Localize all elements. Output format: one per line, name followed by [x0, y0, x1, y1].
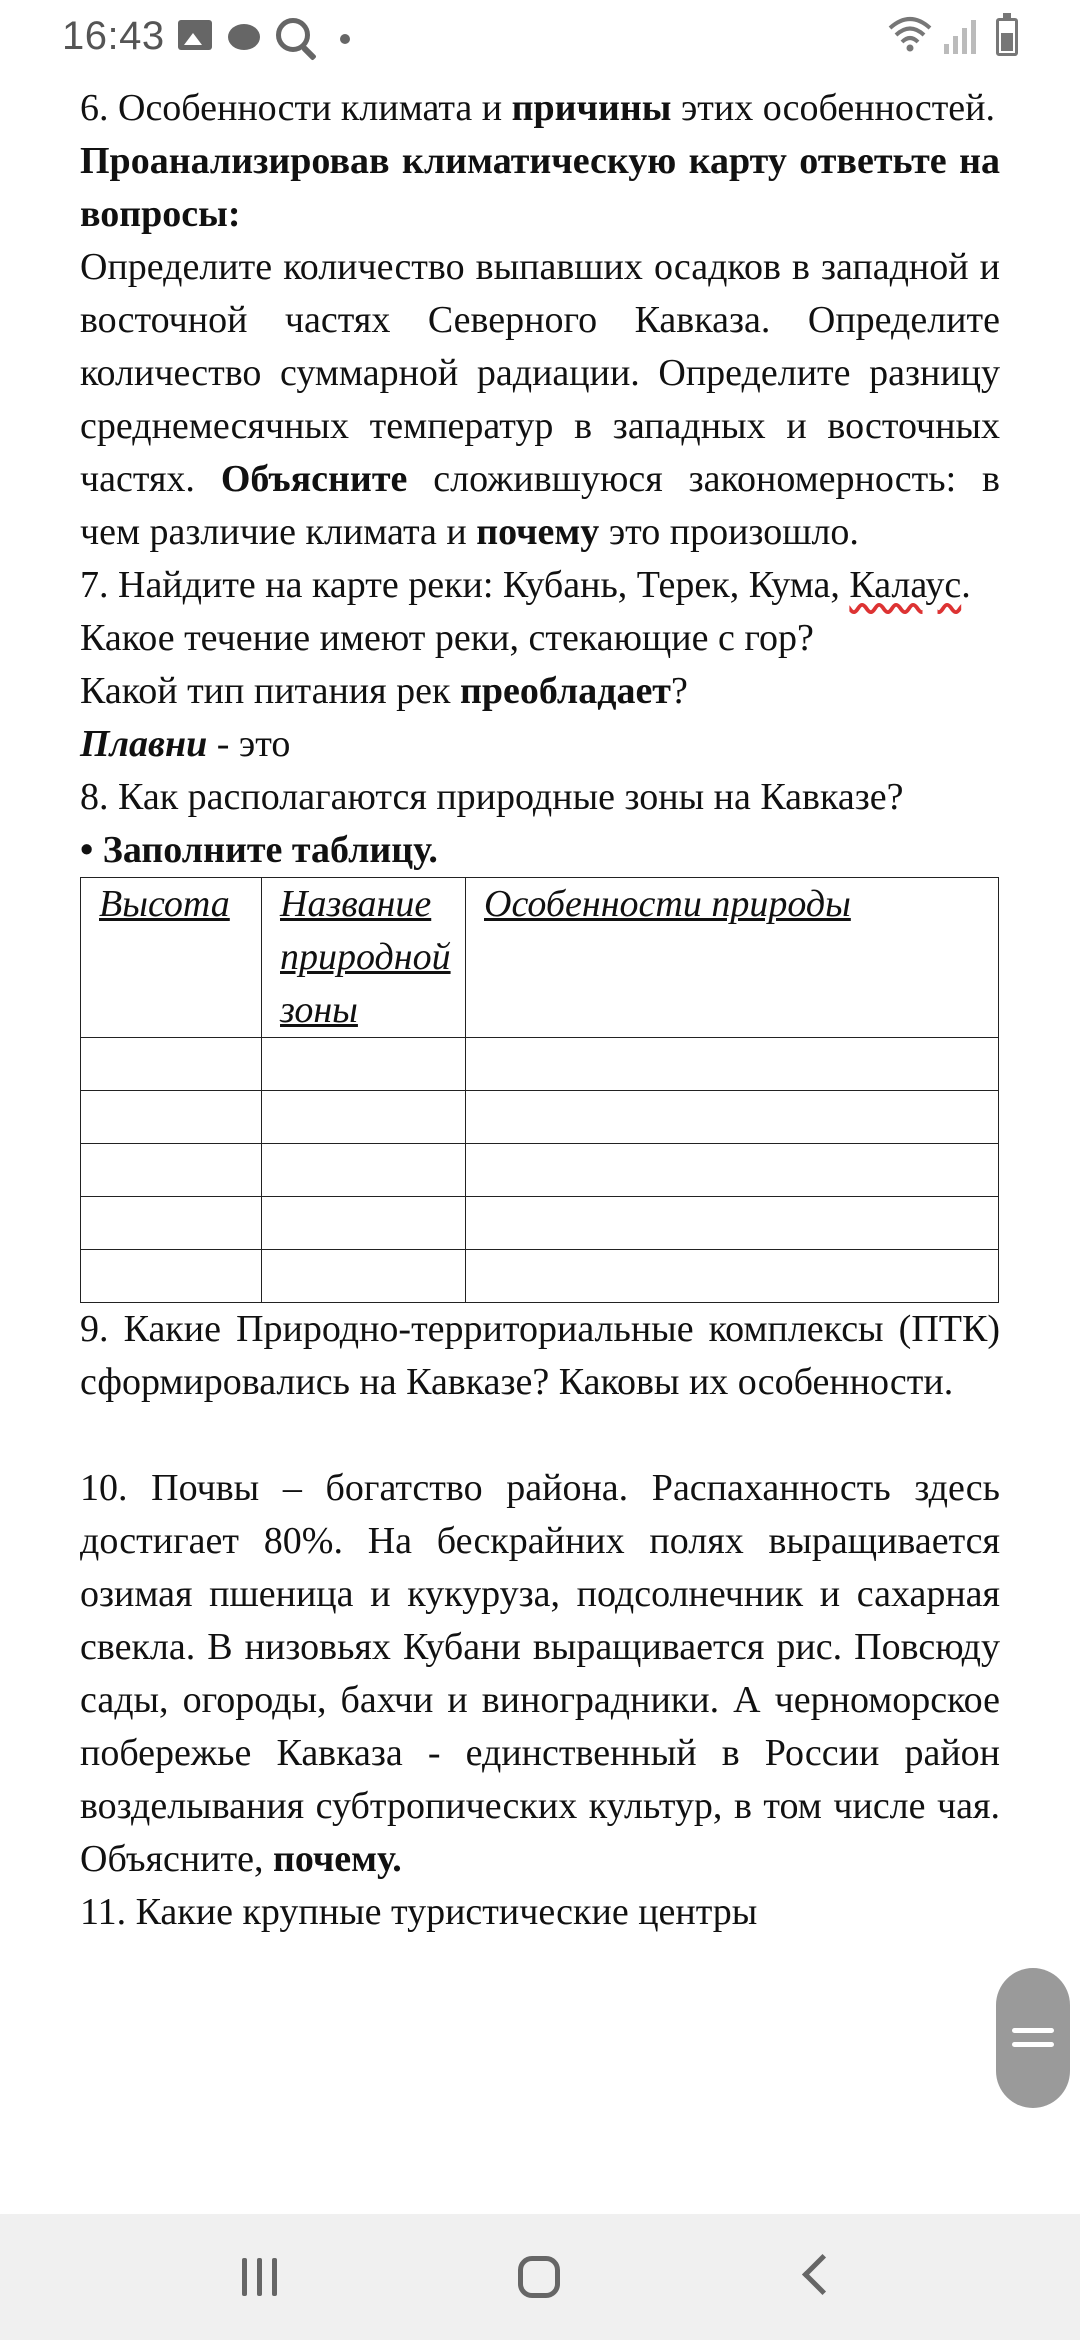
- header-height: Высота: [81, 878, 262, 1038]
- question-8: 8. Как располагаются природные зоны на Кавказе?: [80, 776, 904, 818]
- gallery-icon: [178, 20, 212, 50]
- plavni-line: Плавни - это: [80, 723, 291, 765]
- table-row: [81, 1250, 999, 1303]
- back-button[interactable]: [802, 2254, 843, 2295]
- home-button[interactable]: [518, 2256, 560, 2298]
- chat-icon: [228, 24, 260, 50]
- question-7: 7. Найдите на карте реки: Кубань, Терек, Кума, Калаус.: [80, 564, 971, 606]
- question-6: 6. Особенности климата и причины этих особенностей.: [80, 87, 996, 129]
- header-zone-name: Название природной зоны: [262, 878, 466, 1038]
- analyze-heading: Проанализировав климатическую карту ответьте на вопросы:: [80, 140, 1000, 235]
- document-page: [80, 82, 1000, 1939]
- question-7-line2: Какое течение имеют реки, стекающие с гор?: [80, 617, 814, 659]
- question-10: 10. Почвы – богатство района. Распаханность здесь достигает 80%. На бескрайних полях выращивается озимая пшеница и кукуруза, подсолнечник и сахарная свекла. В низовьях Кубани выращивается рис. Повсюду сады, огороды, бахчи и виноградники. А черноморское побережье Кавказа - единственный в России район возделывания субтропических культур, в том числе чая. Объясните, почему.: [80, 1467, 1000, 1880]
- table-header-row: [81, 878, 999, 1038]
- battery-icon: [996, 18, 1018, 56]
- signal-icon: [942, 16, 976, 56]
- scroll-handle[interactable]: [996, 1968, 1070, 2108]
- status-bar: [0, 0, 1080, 78]
- recent-apps-button[interactable]: [240, 2258, 280, 2298]
- question-11: 11. Какие крупные туристические центры: [80, 1891, 758, 1933]
- table-row: [81, 1091, 999, 1144]
- spellcheck-word: Калаус: [849, 564, 962, 606]
- table-row: [81, 1197, 999, 1250]
- navigation-bar: [0, 2214, 1080, 2340]
- zones-table: [80, 877, 999, 1303]
- question-7-line3: Какой тип питания рек преобладает?: [80, 670, 688, 712]
- question-6-text: Определите количество выпавших осадков в западной и восточной частях Северного Кавказа. Определите количество суммарной радиации. Определите разницу среднемесячных температур в западных и восточных частях. Объясните сложившуюся закономерность: в чем различие климата и почему это произошло.: [80, 246, 1000, 553]
- header-nature-features: Особенности природы: [466, 878, 999, 1038]
- status-time: 16:43: [62, 14, 165, 58]
- table-row: [81, 1038, 999, 1091]
- question-9: 9. Какие Природно-территориальные комплексы (ПТК) сформировались на Кавказе? Каковы их особенности.: [80, 1308, 1000, 1403]
- fill-table-instruction: • Заполните таблицу.: [80, 829, 438, 871]
- table-row: [81, 1144, 999, 1197]
- notification-dot-icon: [340, 34, 350, 44]
- wifi-icon: [888, 14, 932, 54]
- search-icon: [276, 18, 310, 52]
